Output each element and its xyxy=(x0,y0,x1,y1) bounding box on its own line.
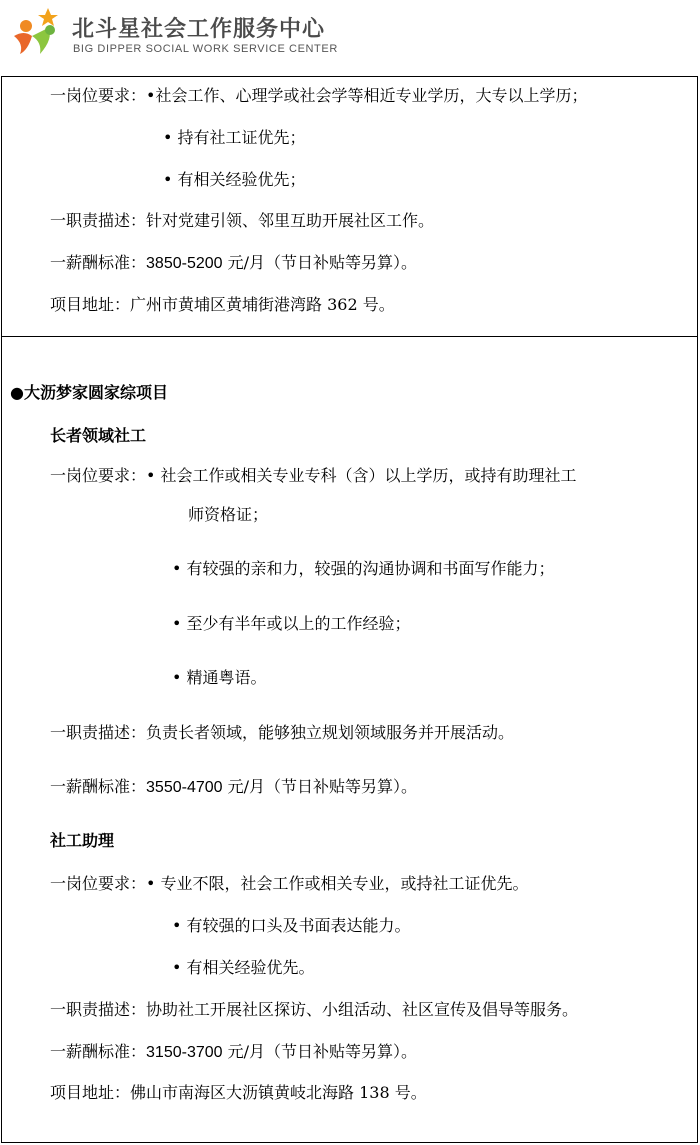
requirement-item: • 精通粤语。 xyxy=(172,668,267,687)
requirement-item: • 专业不限，社会工作或相关专业，或持社工证优先。 xyxy=(146,874,529,893)
requirement-item: • 社会工作或相关专业专科（含）以上学历，或持有助理社工 xyxy=(146,466,577,485)
salary-range: 3150-3700 xyxy=(146,1044,223,1061)
duty-text: 协助社工开展社区探访、小组活动、社区宣传及倡导等服务。 xyxy=(146,1000,579,1019)
salary-note: 元/月（节日补贴等另算）。 xyxy=(222,777,418,796)
requirement-item: • 有较强的口头及书面表达能力。 xyxy=(172,916,411,935)
requirement-label: 一岗位要求： xyxy=(50,86,147,105)
salary-row xyxy=(50,253,417,274)
salary-label: 一薪酬标准： xyxy=(50,777,147,796)
duty-label: 一职责描述： xyxy=(50,211,147,230)
project-address: 项目地址：佛山市南海区大沥镇黄岐北海路 138 号。 xyxy=(50,1083,427,1102)
requirement-row xyxy=(50,874,529,894)
salary-note: 元/月（节日补贴等另算）。 xyxy=(222,1042,418,1061)
salary-range: 3550-4700 xyxy=(146,779,223,796)
requirement-item: • 至少有半年或以上的工作经验； xyxy=(172,614,411,633)
requirement-row xyxy=(50,466,577,486)
requirement-item: • 有较强的亲和力，较强的沟通协调和书面写作能力； xyxy=(172,559,555,578)
requirement-item: •社会工作、心理学或社会学等相近专业学历，大专以上学历； xyxy=(146,86,588,105)
requirement-item: • 有相关经验优先； xyxy=(163,170,306,189)
requirement-label: 一岗位要求： xyxy=(50,874,147,893)
duty-row xyxy=(50,211,434,231)
salary-label: 一薪酬标准： xyxy=(50,253,147,272)
org-name-en: BIG DIPPER SOCIAL WORK SERVICE CENTER xyxy=(73,43,338,55)
job-title: 长者领域社工 xyxy=(50,426,147,445)
salary-row xyxy=(50,1042,417,1063)
duty-text: 针对党建引领、邻里互助开展社区工作。 xyxy=(146,211,435,230)
duty-row xyxy=(50,1000,578,1020)
duty-row xyxy=(50,723,514,743)
duty-label: 一职责描述： xyxy=(50,1000,147,1019)
duty-label: 一职责描述： xyxy=(50,723,147,742)
logo-icon xyxy=(10,6,68,58)
job-title: 社工助理 xyxy=(50,831,115,850)
project-address: 项目地址：广州市黄埔区黄埔街港湾路 362 号。 xyxy=(50,295,395,314)
header xyxy=(0,0,700,78)
duty-text: 负责长者领域，能够独立规划领域服务并开展活动。 xyxy=(146,723,515,742)
requirement-label: 一岗位要求： xyxy=(50,466,147,485)
salary-range: 3850-5200 xyxy=(146,255,223,272)
salary-note: 元/月（节日补贴等另算）。 xyxy=(222,253,418,272)
salary-row xyxy=(50,777,417,798)
salary-label: 一薪酬标准： xyxy=(50,1042,147,1061)
org-name-cn: 北斗星社会工作服务中心 xyxy=(72,17,326,42)
project-title: ●大沥梦家圆家综项目 xyxy=(10,383,168,402)
requirement-row xyxy=(50,86,587,106)
requirement-item: • 持有社工证优先； xyxy=(163,128,306,147)
requirement-item: • 有相关经验优先。 xyxy=(172,958,315,977)
requirement-item-continued: 师资格证； xyxy=(188,505,269,524)
